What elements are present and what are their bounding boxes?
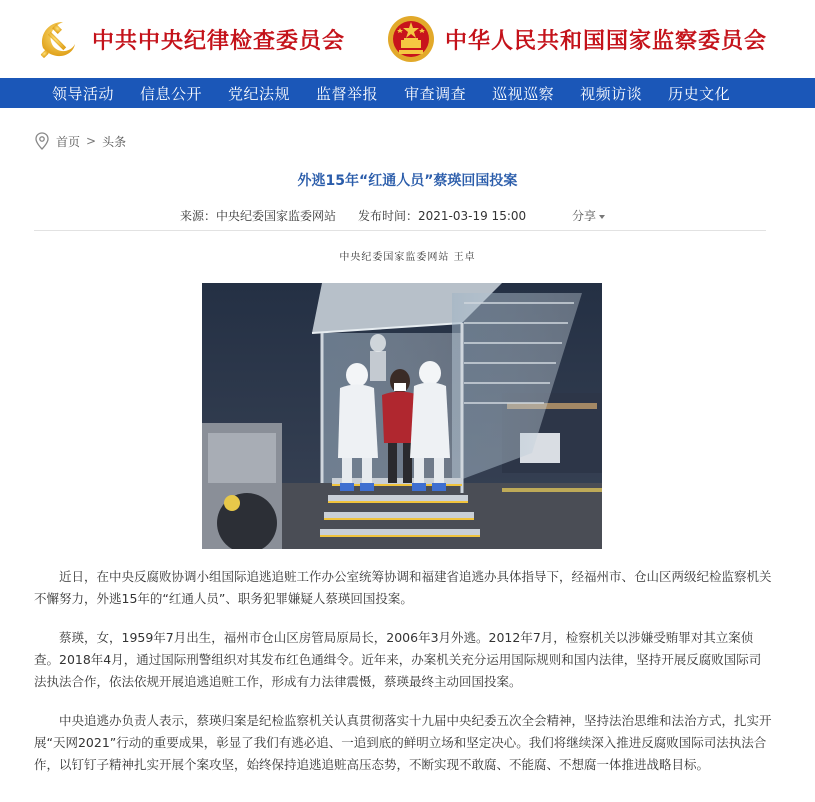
breadcrumb-home-link[interactable]: 首页 xyxy=(56,134,81,149)
article-photo xyxy=(202,283,602,549)
nav-item-report[interactable]: 监督举报 xyxy=(316,84,379,103)
share-button[interactable] xyxy=(572,207,605,224)
article-paragraph: 近日，在中央反腐败协调小组国际追逃追赃工作办公室统筹协调和福建省追逃办具体指导下，经福州市、仓山区两级纪检监察机关不懈努力，外逃15年的“红通人员”、职务犯罪嫌疑人蔡瑛回国投案。 xyxy=(34,569,772,606)
article-source: 来源：中央纪委国家监委网站 xyxy=(180,209,337,223)
nav-item-regulations[interactable]: 党纪法规 xyxy=(228,84,291,103)
article-title: 外逃15年“红通人员”蔡瑛回国投案 xyxy=(297,173,518,189)
breadcrumb-current-link[interactable]: 头条 xyxy=(102,134,127,149)
meta-divider xyxy=(34,230,766,231)
location-pin-icon xyxy=(34,132,50,150)
article-paragraph: 蔡瑛，女，1959年7月出生，福州市仓山区房管局原局长，2006年3月外逃。2012年7月，检察机关以涉嫌受贿罪对其立案侦查。2018年4月，通过国际刑警组织对其发布红色通缉令。近年来，办案机关充分运用国际规则和国内法律，坚持开展反腐败国际司法执法合作，依法依规开展追逃追赃工作，形成有力法律震慑，蔡瑛最终主动回国投案。 xyxy=(34,630,762,689)
breadcrumb-separator: > xyxy=(86,134,97,148)
nsc-title: 中华人民共和国国家监察委员会 xyxy=(445,27,768,54)
party-emblem-icon xyxy=(32,13,84,65)
nav-item-info-disclosure[interactable]: 信息公开 xyxy=(140,84,203,103)
article-publish-time: 发布时间：2021-03-19 15:00 xyxy=(358,209,527,223)
main-nav xyxy=(0,78,815,108)
site-header xyxy=(0,0,815,78)
article-meta xyxy=(0,207,815,225)
nsc-logo[interactable] xyxy=(385,10,767,68)
nav-item-history[interactable]: 历史文化 xyxy=(668,84,731,103)
chevron-down-icon xyxy=(599,215,605,219)
share-label: 分享 xyxy=(572,209,597,223)
nav-item-video[interactable]: 视频访谈 xyxy=(580,84,643,103)
nav-item-investigation[interactable]: 审查调查 xyxy=(404,84,467,103)
article-paragraph: 中央追逃办负责人表示，蔡瑛归案是纪检监察机关认真贯彻落实十九届中央纪委五次全会精神，坚持法治思维和法治方式，扎实开展“天网2021”行动的重要成果，彰显了我们有逃必追、一追到底的鲜明立场和坚定决心。我们将继续深入推进反腐败国际司法执法合作，以钉钉子精神扎实开展个案攻坚，始终保持追逃追赃高压态势，不断实现不敢腐、不能腐、不想腐一体推进战略目标。 xyxy=(34,713,772,772)
national-emblem-icon xyxy=(385,13,437,65)
nav-item-inspection[interactable]: 巡视巡察 xyxy=(492,84,555,103)
ccdi-logo[interactable] xyxy=(32,10,345,68)
ccdi-title: 中共中央纪律检查委员会 xyxy=(92,27,346,54)
nav-item-leadership[interactable]: 领导活动 xyxy=(52,84,115,103)
breadcrumb xyxy=(34,131,126,151)
article-body xyxy=(34,566,772,793)
article-author: 中央纪委国家监委网站 王卓 xyxy=(339,252,476,263)
